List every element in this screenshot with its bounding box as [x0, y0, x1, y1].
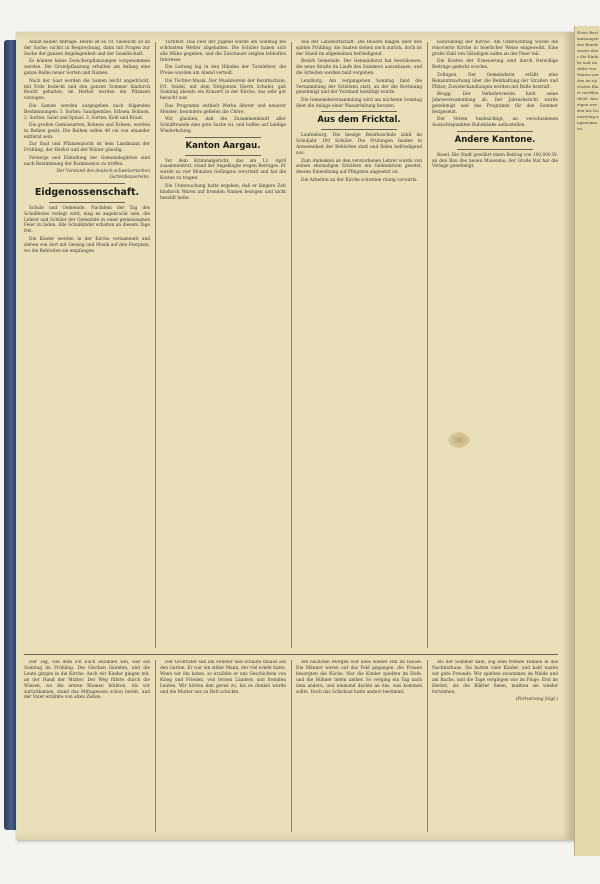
- newspaper-page: [16, 32, 576, 840]
- column-divider: [291, 660, 292, 832]
- paragraph: Die Töchter-Musik. Der Musikverein der Bezirkschule, Frl. Seidel, mit dem Dirigenten Herrn Schuler, gab Sonntag abends ein Konzert in der Kirche, das sehr gut besucht war.: [160, 78, 286, 102]
- section-rule: [321, 111, 397, 112]
- section-rule: [49, 202, 125, 203]
- paragraph: Die Untersuchung hatte ergeben, daß er längere Zeit hindurch Waren auf fremden Namen bezogen und nicht bezahlt hatte.: [160, 183, 286, 201]
- section-rule: [457, 131, 533, 132]
- paragraph: Der Großvater saß am Fenster und schaute hinaus auf den Garten. Er war ein stiller Mann, der viel erlebt hatte. Wenn wir ihn baten, so erzählte er uns Geschichten von Krieg und Frieden, von fernen Ländern und fremden Leuten. Wir hörten ihm gerne zu, bis es dunkel wurde und die Mutter uns zu Bett schickte.: [160, 660, 286, 695]
- section-heading-kanton-aargau: Kanton Aargau.: [185, 140, 261, 151]
- section-rule: [185, 137, 261, 138]
- paragraph: Laufenburg. Die hiesige Bezirksschule zählt im Schuljahr 100 Schüler. Die Prüfungen fanden in Anwesenheit der Behörden statt und fielen befriedigend aus.: [296, 133, 422, 157]
- paragraph: Basel. Die Stadt gewährt einen Beitrag von 100,000 Fr. an den Bau des neuen Museums; der Große Rat hat die Vorlage genehmigt.: [432, 152, 558, 170]
- column-4: [432, 40, 558, 652]
- column-3: [296, 40, 422, 652]
- paragraph: Zum Andenken an den verstorbenen Lehrer wurde von seinen ehemaligen Schülern ein Gedenkstein gesetzt, dessen Einweihung auf Pfingsten angesetzt ist.: [296, 158, 422, 176]
- paragraph: Turnfest. Das Fest der Jugend wurde am Sonntag bei schönstem Wetter abgehalten. Die Schüler haben sich alle Mühe gegeben, und die Zuschauer zeigten lebhaftes Interesse.: [160, 40, 286, 63]
- feuilleton-column-2: [160, 660, 286, 832]
- paragraph: Die Leitung lag in den Händen der Turnlehrer, die Preise wurden am Abend verteilt.: [160, 65, 286, 77]
- column-divider: [155, 660, 156, 832]
- feuilleton-column-4: [432, 660, 558, 832]
- column-1: [24, 40, 150, 652]
- paragraph: Die Samen werden ausgegeben nach folgenden Bestimmungen: 1. Sorten: Sandgemüse, Erbsen, Bohnen. 2. Sorten: Salat und Spinat. 3. Sorten: Kohl und Kraut.: [24, 103, 150, 121]
- paragraph: Brugg. Der Verkehrsverein hielt seine Jahresversammlung ab. Der Jahresbericht wurde genehmigt und das Programm für den Sommer festgesetzt.: [432, 92, 558, 115]
- feuilleton-divider: [24, 654, 558, 655]
- paragraph: Wir glauben, daß die Zusammenkunft aller Schulfreunde eine gute Sache ist, und hoffen auf baldige Wiederholung.: [160, 117, 286, 135]
- paragraph: Schule und Gemeinde. Nachdem der Tag des Schulfestes verlegt wird, mag es angebracht sein, die Lehrer und Schüler der Gemeinde zu einer gemeinsamen Feier zu laden. Alle Schulkinder erhalten an diesem Tage frei.: [24, 205, 150, 235]
- column-divider: [427, 660, 428, 832]
- paragraph: Die Arbeiten an der Kirche schreiten rüstig vorwärts.: [301, 177, 418, 183]
- paragraph: Der Verein beabsichtigt, an verschiedenen Aussichtspunkten Ruhebänke aufzustellen.: [432, 117, 558, 129]
- paragraph: Aus der Landwirtschaft. Die Bauern klagen über den späten Frühling; die Saaten stehen noch zurück, doch ist der Stand im allgemeinen befriedigend.: [296, 40, 422, 57]
- signature: Der Vorstand des deutsch-schweizerischen Gartenbauvereins.: [56, 169, 150, 181]
- column-divider: [291, 42, 292, 648]
- column-2: [160, 40, 286, 652]
- section-rule: [457, 149, 533, 150]
- section-heading-andere-kantone: Andere Kantone.: [454, 134, 536, 145]
- paragraph: Einweihung der Kirche. Am Ostersonntag wurde die renovierte Kirche in feierlicher Weise eingeweiht. Eine große Zahl von Gläubigen nahm an der Feier teil.: [432, 40, 558, 57]
- section-rule: [185, 155, 261, 156]
- paper-stain: [448, 432, 470, 448]
- feuilleton-column-1: [24, 660, 150, 832]
- section-heading-eidgenossenschaft: Eidgenossenschaft.: [34, 186, 140, 198]
- adjacent-page-text: Neue Bestimmungen des Bundesrates über die Einfuhr und Ausfuhr von Waren werden im nächsten Blatt veröffentlicht. Anzeigen werden bis Donnerstag angenommen.: [577, 30, 599, 131]
- paragraph: Lenzburg. Am vergangenen Sonntag fand die Versammlung der Schützen statt, an der die Rechnung genehmigt und der Vorstand bestätigt wurde.: [296, 78, 422, 96]
- section-rule: [49, 183, 125, 184]
- paragraph: Die Kinder werden in der Kirche versammelt und ziehen von dort mit Gesang und Musik auf den Festplatz, wo die Behörden sie empfangen.: [24, 236, 150, 254]
- column-divider: [427, 42, 428, 648]
- paragraph: Nach der Saat werden die Samen leicht angedrückt, mit Erde bedeckt und den ganzen Sommer hindurch feucht gehalten; im Herbst werden die Pflanzen verzogen.: [24, 78, 150, 102]
- paragraph: Die großen Gemüsearten, Bohnen und Erbsen, werden in Reihen gesät. Die Reihen sollen 40 cm von einander entfernt sein.: [24, 123, 150, 140]
- paragraph: Vorsorge und Einteilung der Gemeindegärten sind nach Bestimmung der Kommission zu treffen.: [24, 155, 150, 167]
- column-divider: [155, 42, 156, 648]
- paragraph: Zofingen. Der Gemeinderat erläßt eine Bekanntmachung über die Reinhaltung der Straßen und Plätze; Zuwiderhandlungen werden mit Buße bestraft.: [432, 72, 558, 90]
- paragraph: Als der Sommer kam, zog eine fremde Familie in das Nachbarhaus. Sie hatten viele Kinder, und bald waren wir gute Freunde. Wir spielten zusammen im Walde und am Bache, und die Tage vergingen wie im Fluge. Erst im Herbst, als die Blätter fielen, mußten sie wieder fortziehen.: [432, 660, 558, 695]
- paragraph: Zur Saat und Pflanzenzucht ist dem Landmann der Frühling, der Herbst und der Winter günstig.: [24, 142, 150, 154]
- section-heading-fricktal: Aus dem Fricktal.: [317, 115, 401, 126]
- section-rule: [321, 129, 397, 130]
- continuation-note: (Fortsetzung folgt.): [515, 697, 558, 703]
- paragraph: Die Gemeindeversammlung wird am nächsten Sonntag über die Anlage einer Wasserleitung beraten.: [296, 97, 422, 109]
- paragraph: Die Kosten der Erneuerung sind durch freiwillige Beiträge gedeckt worden.: [432, 59, 558, 71]
- paragraph: Anlaß halber Anfrage: Heute ist es 10, vielleicht 20 an der Sache; nichts in Besprechung, dann mit Fragen zur Sache der ganzen Angelegenheit und der Gesellschaft.: [24, 40, 150, 57]
- paragraph: Das Programm enthielt Werke älterer und neuerer Meister; besonders gefielen die Chöre.: [160, 103, 286, 115]
- paragraph: Der Tag, von dem ich Euch erzählen will, war ein Sonntag im Frühling. Die Glocken läuteten, und die Leute gingen in die Kirche. Auch wir Kinder gingen mit, an der Hand der Mutter. Der Weg führte durch die Wiesen, wo die ersten Blumen blühten. Als wir zurückkamen, stand das Mittagessen schon bereit, und der Vater erzählte von alten Zeiten.: [24, 660, 150, 701]
- paragraph: Vor dem Kriminalgericht, das am 12. April zusammentrat, stand der Angeklagte wegen Betruges. Er wurde zu vier Monaten Gefängnis verurteilt und hat die Kosten zu tragen.: [160, 158, 286, 182]
- paragraph: Es können keine Zwischenpflanzungen vorgenommen werden. Die Grundpflanzung erhalten am Anfang eine ganze Reihe neuer Sorten und Namen.: [24, 59, 150, 77]
- feuilleton-column-3: [296, 660, 422, 832]
- paragraph: Am nächsten Morgen war alles wieder still im Hause. Die Männer waren auf das Feld gegangen, die Frauen besorgten die Küche. Nur die Kinder spielten im Hofe, und die Hühner liefen umher. So verging ein Tag nach dem andern, und niemand dachte an das, was kommen sollte. Doch das Schicksal hatte anders bestimmt.: [296, 660, 422, 695]
- paragraph: Bezirk Gemeinde. Der Gemeinderat hat beschlossen, die neue Straße im Laufe des Sommers auszubauen, und die Arbeiten werden bald vergeben.: [296, 59, 422, 77]
- adjacent-page-edge: [574, 26, 600, 856]
